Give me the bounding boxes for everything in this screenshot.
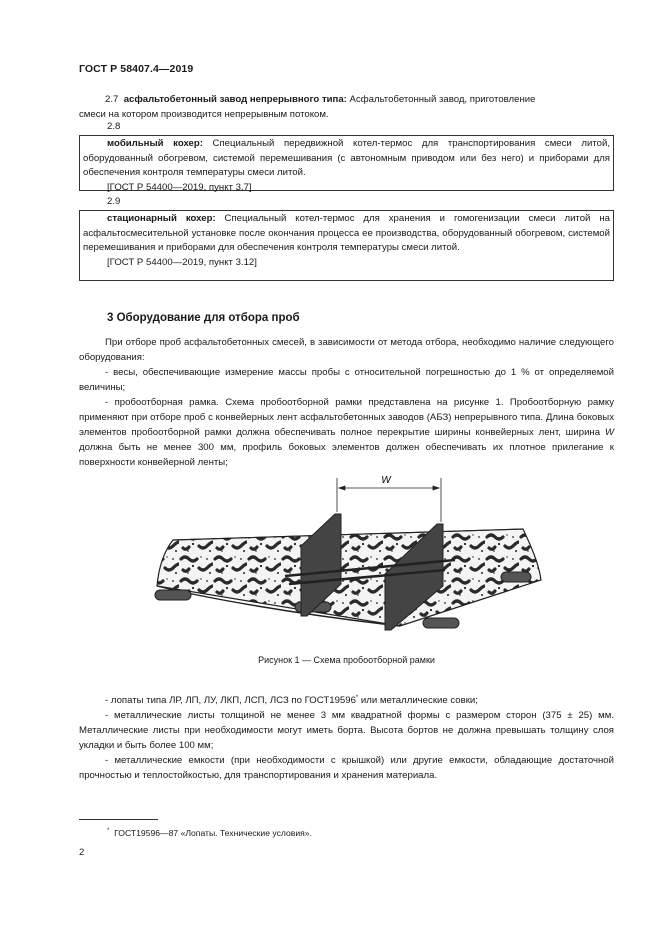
definition-text: Специальный передвижной котел-термос для транспортирования смеси литой, оборудованный обогревом, системой перемешивания (с автономным приводом или без него) и приборами для обеспечения контроля температуры смеси литой. <box>83 138 610 179</box>
list-item-scales: - весы, обеспечивающие измерение массы пробы с относительной погрешностью до 1 % от определяемой величины; <box>79 367 614 393</box>
equipment-list <box>79 693 614 783</box>
document-header: ГОСТ Р 58407.4—2019 <box>79 63 194 75</box>
footnote-mark: * <box>355 695 359 701</box>
definition-text: Асфальтобетонный завод, приготовление <box>346 94 536 105</box>
page-number: 2 <box>79 847 85 858</box>
section-heading: 3 Оборудование для отбора проб <box>107 312 300 324</box>
definition-term: мобильный кохер: <box>107 138 203 149</box>
section-intro: При отборе проб асфальтобетонных смесей, в зависимости от метода отбора, необходимо наличие следующего оборудования: <box>79 337 614 363</box>
definition-2-9-box <box>79 210 614 281</box>
definition-number-2-8: 2.8 <box>107 121 121 132</box>
definition-term: асфальтобетонный завод непрерывного типа: <box>123 94 347 105</box>
definition-reference: [ГОСТ Р 54400—2019, пункт 3.7] <box>107 181 252 193</box>
definition-2-7 <box>79 92 614 122</box>
footnote-text: ГОСТ19596—87 «Лопаты. Технические условия». <box>114 828 312 838</box>
variable-w: W <box>604 427 614 438</box>
definition-text-continued: смеси на котором производится непрерывным потоком. <box>79 109 329 120</box>
list-item-frame: - пробоотборная рамка. Схема пробоотборной рамки представлена на рисунке 1. Пробоотборную рамку применяют при отборе проб с конвейерных лент асфальтобетонных заводов (АБЗ) непрерывного типа. Длина боковых элементов пробоотборной рамки должна обеспечивать полное перекрытие ширины конвейерных лент, ширина W должна быть не менее 300 мм, профиль боковых элементов должен обеспечивать их плотное прилегание к поверхности конвейерной ленты; <box>79 397 614 468</box>
list-item-sheets: - металлические листы толщиной не менее 3 мм квадратной формы с размером сторон (375 ± 25) мм. Металлические листы при необходимости могут иметь борта. Высота бортов не должна превышать толщину слоя укладки и быть более 100 мм; <box>79 710 614 751</box>
definition-term: стационарный кохер: <box>107 213 216 224</box>
footnote-divider <box>79 819 158 820</box>
section-body <box>79 335 614 470</box>
list-item-containers: - металлические емкости (при необходимости с крышкой) или другие емкости, обладающие достаточной прочностью и теплостойкостью, для транспортирования и хранения материала. <box>79 755 614 781</box>
definition-text: Специальный котел-термос для хранения и гомогенизации смеси литой на асфальтосмесительной установке после окончания процесса ее производства, оборудованный обогревом, системой перемешивания и приборами для обеспечения контроля температуры смеси литой. <box>83 213 610 254</box>
definition-reference: [ГОСТ Р 54400—2019, пункт 3.12] <box>107 256 257 268</box>
definition-number: 2.7 <box>105 94 119 105</box>
list-item-shovels: - лопаты типа ЛР, ЛП, ЛУ, ЛКП, ЛСП, ЛСЗ по ГОСТ19596* или металлические совки; <box>105 695 478 706</box>
sampling-frame-figure <box>145 466 545 644</box>
definition-2-8-box <box>79 135 614 191</box>
definition-number-2-9: 2.9 <box>107 196 121 207</box>
figure-caption: Рисунок 1 — Схема пробоотборной рамки <box>258 655 435 665</box>
dimension-w-label: W <box>381 475 391 486</box>
footnote: * ГОСТ19596—87 «Лопаты. Технические условия». <box>107 828 312 838</box>
